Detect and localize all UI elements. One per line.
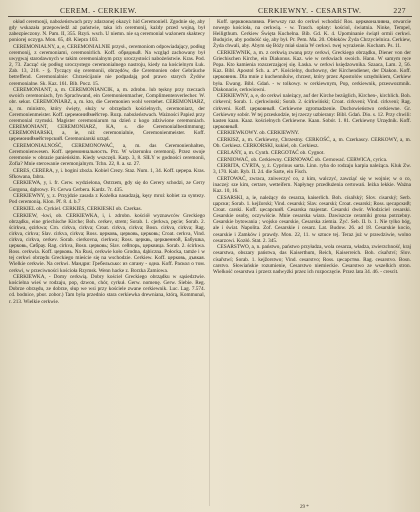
entry-paragraph: CERRITA, CYRTA, y, ż. Cyprinus sarta. Linn. ryba do rodzaju karpia należąca. Kluk Zw. 3, 170. Kalt. Ryb. II. 24. die Sarte, ein Fisch. xyxy=(213,163,411,176)
page-number: 227 xyxy=(393,6,406,15)
right-column xyxy=(213,19,411,504)
entry-paragraph: CERES, CERERA, y, i. bogini zboża. Kobiel Crezy. Staz. Num. 1, 34. Koff. церера. Kras. Sfkowana, fabra. xyxy=(9,167,205,180)
entry-paragraph: CERKIEWNY, a, e, do cerkwi należący, auf der Kirche bezüglich, Kirchen-, kirchlich. Boh. cirkevní; Sorab. 1. cjerkwinski; Sorab. 2. ścirkwiński; Croat. cirkveni; Vind. cirkveni; Rag. cirkveni. Koff. церковный. Cerkiewne zgromadzenie. Duchowieństwo cerkiewne. Gr. Cerkiewny sobór. W tej przeskodzie, tej rzeczy uzbierany: Bibl. Gdań. Dio. s. 12. Przy chwili: kasten kaan. Kaaz. kościelnych Cerkiewne. Kaan. Sobór. 1. 81. Cerkiewny Urzędnik. Koff. церковный. xyxy=(213,93,411,130)
entry-paragraph: CESARSKI, a, ie, należący do cesarza, kaiserlich. Boh. císařský; Slov. cisarský; Serb. царски; Sorab. 1. kejžorski; Vind. cesarski; Slav. cesarski; Croat. cesarski; Ross. цесарский; Croat. carski. Koff. цесарский. Cesarska majestat. Cesarski dwór. Włodziciel cesarski. Cesarskie osoby, oczywiście. Mnie cesarska wiara. Dawiszcze ceramiki grona potrzebny. Cesarskie bytowania ; wojsko cesarskie, Cesarska ziemia. Żyć. Seb. II. b. 1. Nie tylko bóg, ale i świat. Napolita. Zof. Cesarskie i cesarz. Lat. Budow. 26. ad 18. Cesarskie kocio, cesarskie i Zamków i prawdy. Mon. 22, 11. w sztuce tej. Teraz już w prawdziwie, wolno cesarzowi. Kozłó. Stat. 2. 345. xyxy=(213,194,411,244)
header-right-guideword: CERKIEWNY. - CESARSTW. xyxy=(258,6,362,15)
entry-paragraph: CERKISZ, a, m. Cerkiewny, Chrzestny. CERKOŚĆ, a, m. Czerkascy. CERKOWY, a, m. Ob. Cerkiesz. CERKORSKI, kukiel, ob. Cerkiesz. xyxy=(213,137,411,150)
header-left-guideword: CEREM. - CERKIEW. xyxy=(60,6,137,15)
entry-paragraph: CERTOWAĆ, zwraca, zniweczyć co, z kim, walczyć, zawziąć się w wojnie; w o co, inaczej: sze kim, certare, wetteifern. Napłynęy przedłużenia certowań. Ieżka lekkie. Ważna Kaz. 10, 16. xyxy=(213,176,411,195)
entry-paragraph: CERKIEL ob. Cyrkiel. CERKIES, CERKIESKI ob. Czerkas. xyxy=(13,205,142,212)
column-gutter xyxy=(209,18,210,506)
entry-paragraph: CERKIEWNY, y, z. Przyjdzie zasada z Kożelka nasadzają, kęsy mroż kobiet za syntezy. Pod ceremonią. Klon. Pf. 8. 4. b.7 xyxy=(9,193,205,206)
entry-paragraph: CEREMONIAŁNY, a, e, CEREMONIALNIE przysł., ceremoniom odpowiadający, podług ceremonij, z ceremoniami, ceremonirlich. Koff. обрядный. Na wzgląd zachowany był uwygwaj starodawnych w takim ceremonialnym przy uroczystości nabożeństwie. Kras. Pod. 2, 73. Zacząć się podług uroczystego ceremonialnego nastroju, kiedy na kościelnym Łuk. Zab. 13, 218. - §. Tyczący się ceremonii, obrzędów, die Ceremonien oder Gebräuche betreffend. Ceremonialnie: Chrześcijanie nie podpadają pod prawo starych Żydów ceremonialne. Sk. Kaz. 161. Bib. Pocz. 15. xyxy=(9,43,205,87)
entry-paragraph: CERKIEWA, y, i. fr. Cerw. wydzielona, Ostrzem, gdy się do Cerery schodzi, ze Cerry Gorgona, dąbrowy. Fr. Cerwa Cerbera. Kardz. 7r. 435. xyxy=(9,180,205,193)
left-column xyxy=(9,19,205,504)
entry-paragraph: CERKIEWKA, - Domy cerkwią. Dobry kościel Greckiego obrządku w sąsiedztwie. kościelna wieś w rodzaju, pop, dzwon, chór, cyrkuł. Gerw. nomenę. Gerw. Siebie. Reg. Dobrze obrzędu, ze dobrze, słup we wsi przy kościele zwane cerkiewnik. Luc. Lag. 7.574. cd. bodnice, pbor. zobor.) Tam była przednio stara cerkiewka drewniana, którą, Kommunal, r. 213. Wielkie cerkwie. xyxy=(9,274,205,305)
entry-paragraph: CEREMONIANT, a, m. CEREMONIANCIK, a, m. zdrobn. lub tęskny przy rzeczach swoich ceremoniach, fyn Sprachwand, ein Ceremonienmacher, Complimentenverlecher. W. obr. sekut. CEREMONIARZ, a, m. kto, die Ceremonien wohl verstehet. CEREMONIARZ, a, m. ministro, który święty, służy w obrzędach kościelnych, ceremoniarz, der Ceremonienmeister. Koff. церемониймейстер. Rozp. nabożeństwach. Ważności Papież przy ceremonial rzymski. Magister ceremoniarum na dzień z kogo zdziwione ceremoniach. CEREMONIANT, CEREMONIARZ, KA, s. die Ceremonialbestimmung; CEREMONIARSKI, a, ie, niż ceremonialnie, Ceremonienmeister. Koff. церемониймейстерский. Ceremoniarski urząd. xyxy=(9,87,205,142)
entry-paragraph: Koff. церквоналивна. Pierwszy raz do cerkwi wchodzić Ros. церквоналивна, otwarcie nowego kościoła, na cerkwią. - w. Trasch. opłaty: kościol, światnia. Ninke, Tempel, Heiligthum. Cerkiew Święta Kuchelna. Bib. Gd. K. 4. Upominanie świątł ormii cerkwi. Budujcie, aby podnóść się, aby był. Pr. Pem. Ma. 20. Obłoków Żyda Chrzycielnica. Cerkiew, Żyda chwali, aby. Abym się Bóży miał siania W cerkwi. twej wyrażenie. Kocham. Ps. 11. xyxy=(213,19,411,50)
entry-paragraph: CERNIOWAĆ, ob. Cerkiewny. CERNOWAĆ ob. Cernować. CERWICA, cyrica. xyxy=(217,156,388,163)
entry-paragraph: CERLAŃY, a, m. Cynth. CERGOTAĆ ob. Cygnot. xyxy=(217,149,325,156)
entry-paragraph: CERKIEWNIK, a, m. z cerkwią zwaną przy cerkwi, Greckiego obrządku, Diener von der Griechischen Kirche, ein Diakonus. Kaz. wie w cerkwiach swoich. Hann. W samym ręce Popa. Kto kamienia rozszerzającej się. Łaska. w cerkwi księdzownika. Szaaca, Lam. 2, 56. Kaz. Bibl. Apostol Sch. a. a*. Kościelny, duchowny, der Kirchendiener, der Diakon. Koff. церковник. Dla mnie z kuchenników, chrzest, który przez Apostolów urzędnikiem, Cerkiew była. Ewang. Bibl. Gdań. - w tolkowy. w cerkiewnym, Pop, cerkiewnik, przeswozmnik. Diakonacie, cerkwiowni. xyxy=(213,50,411,93)
entry-paragraph: CEREMONIALNOŚĆ, CEREMONOWAĆ, a, m. das Ceremonienhalten, Ceremonienwesen. Koff. церемониальность. Prz. W wizerunku ceremonij. Przez swoje ceremonie w obrazie panieńskim. Kiedy wszczęli. Karp. 3, 8. SIŁY w godności ceremonii, Zofia? Mnie sterowanie ceremonjalnym. Tchn. 22, 8. a. sz. 27. xyxy=(9,142,205,167)
header-rule xyxy=(8,16,412,17)
entry-paragraph: CERKIEWKOWY. ob. CERKIEWNY. xyxy=(217,130,300,137)
printer-signature-mark: 29 * xyxy=(300,505,309,510)
entry-paragraph: okład ceremonji, nabożeństwach przy zdarzonej okazyi: hid Ceremoniell. Zgodnie się, aby gdy wskazała przepowiedź aż państwie, taka ich ceremonij, każdy przed wojną, był zabezpieczony. N. Pam. II, 355. Rzyń. wsch. U niemn. nie są ceremonial ważonem skaktecy poniorej oczyga. Mon. 65, 48. Kiepra 103. xyxy=(9,19,205,44)
entry-paragraph: CESARSTWO, a, n. państwo, państwo przyładza, wola cesarza, władza, zwierzchność, kraj cesarstwa, obszary państwa, das Kaiserthum, Reich, Kaiserreich. Boh. císařství; Slov. císařstwí; Sorab. 1. kejžorstwo; Vind. cesarstvo; Ross. цесарство. Rag. cesarstvo. Bosn. carstvo. Słowiańskie rozumienie, Cesarstwo niemieckie. Cesarstwo ze wszelkich stron. Wielkość cesarstwa i przerz nadwyżki przez ich rozpoczęcie. Przez lata 34. 46. - crescit. xyxy=(213,244,411,275)
entry-paragraph: CERKIEW, -kwi, ob. CERKIEWKA, i, i. zdrobn. kościół wyznawców Greckiego obrządku, eine griechische Kirche; Boh. cerkev, strem; Sorab. 1. cjerkwa, pęcie; Sorab. 2. ścirkwa, ęzirkwa; Crn. cirkva, cirkva; Croat. cirkva, cirkva; Bosn. cirkva, cirkva; Rag. cirkva, cirkva; Slav. cirkva, cirkva; Ross. церковь, церковь, церковь; Croat. cerkva, Vind. cirkva, cirkva, cerkev. Sorab. cierkovna, cierkwa; Ross. церквь, церквенной, Бабушка, церковь, Сябрау. Rag. cirkva, Bosn. церковь; Slav. сейпорь, церквица. Sorab. 2. ścirkwa. Ross. cerkwia. Koff. церковь. Na Rusi, cerkwie koło Grodna, dąbiczna. Połocka, tamże i w tej cerkwi obrzędu Greckiego mieście się na wschodzie. Cerkiew. Koff. церковь, дъвкая. Wielkie cerkwie. Na cerkwi. Мандри: Гребельсько: из сатану - одна. Koff. Раскол о тoм. cerkwi, w przeciwności kościoła Rzymsk. Wenn hacke z. Borzka Zamiowa. xyxy=(9,212,205,274)
